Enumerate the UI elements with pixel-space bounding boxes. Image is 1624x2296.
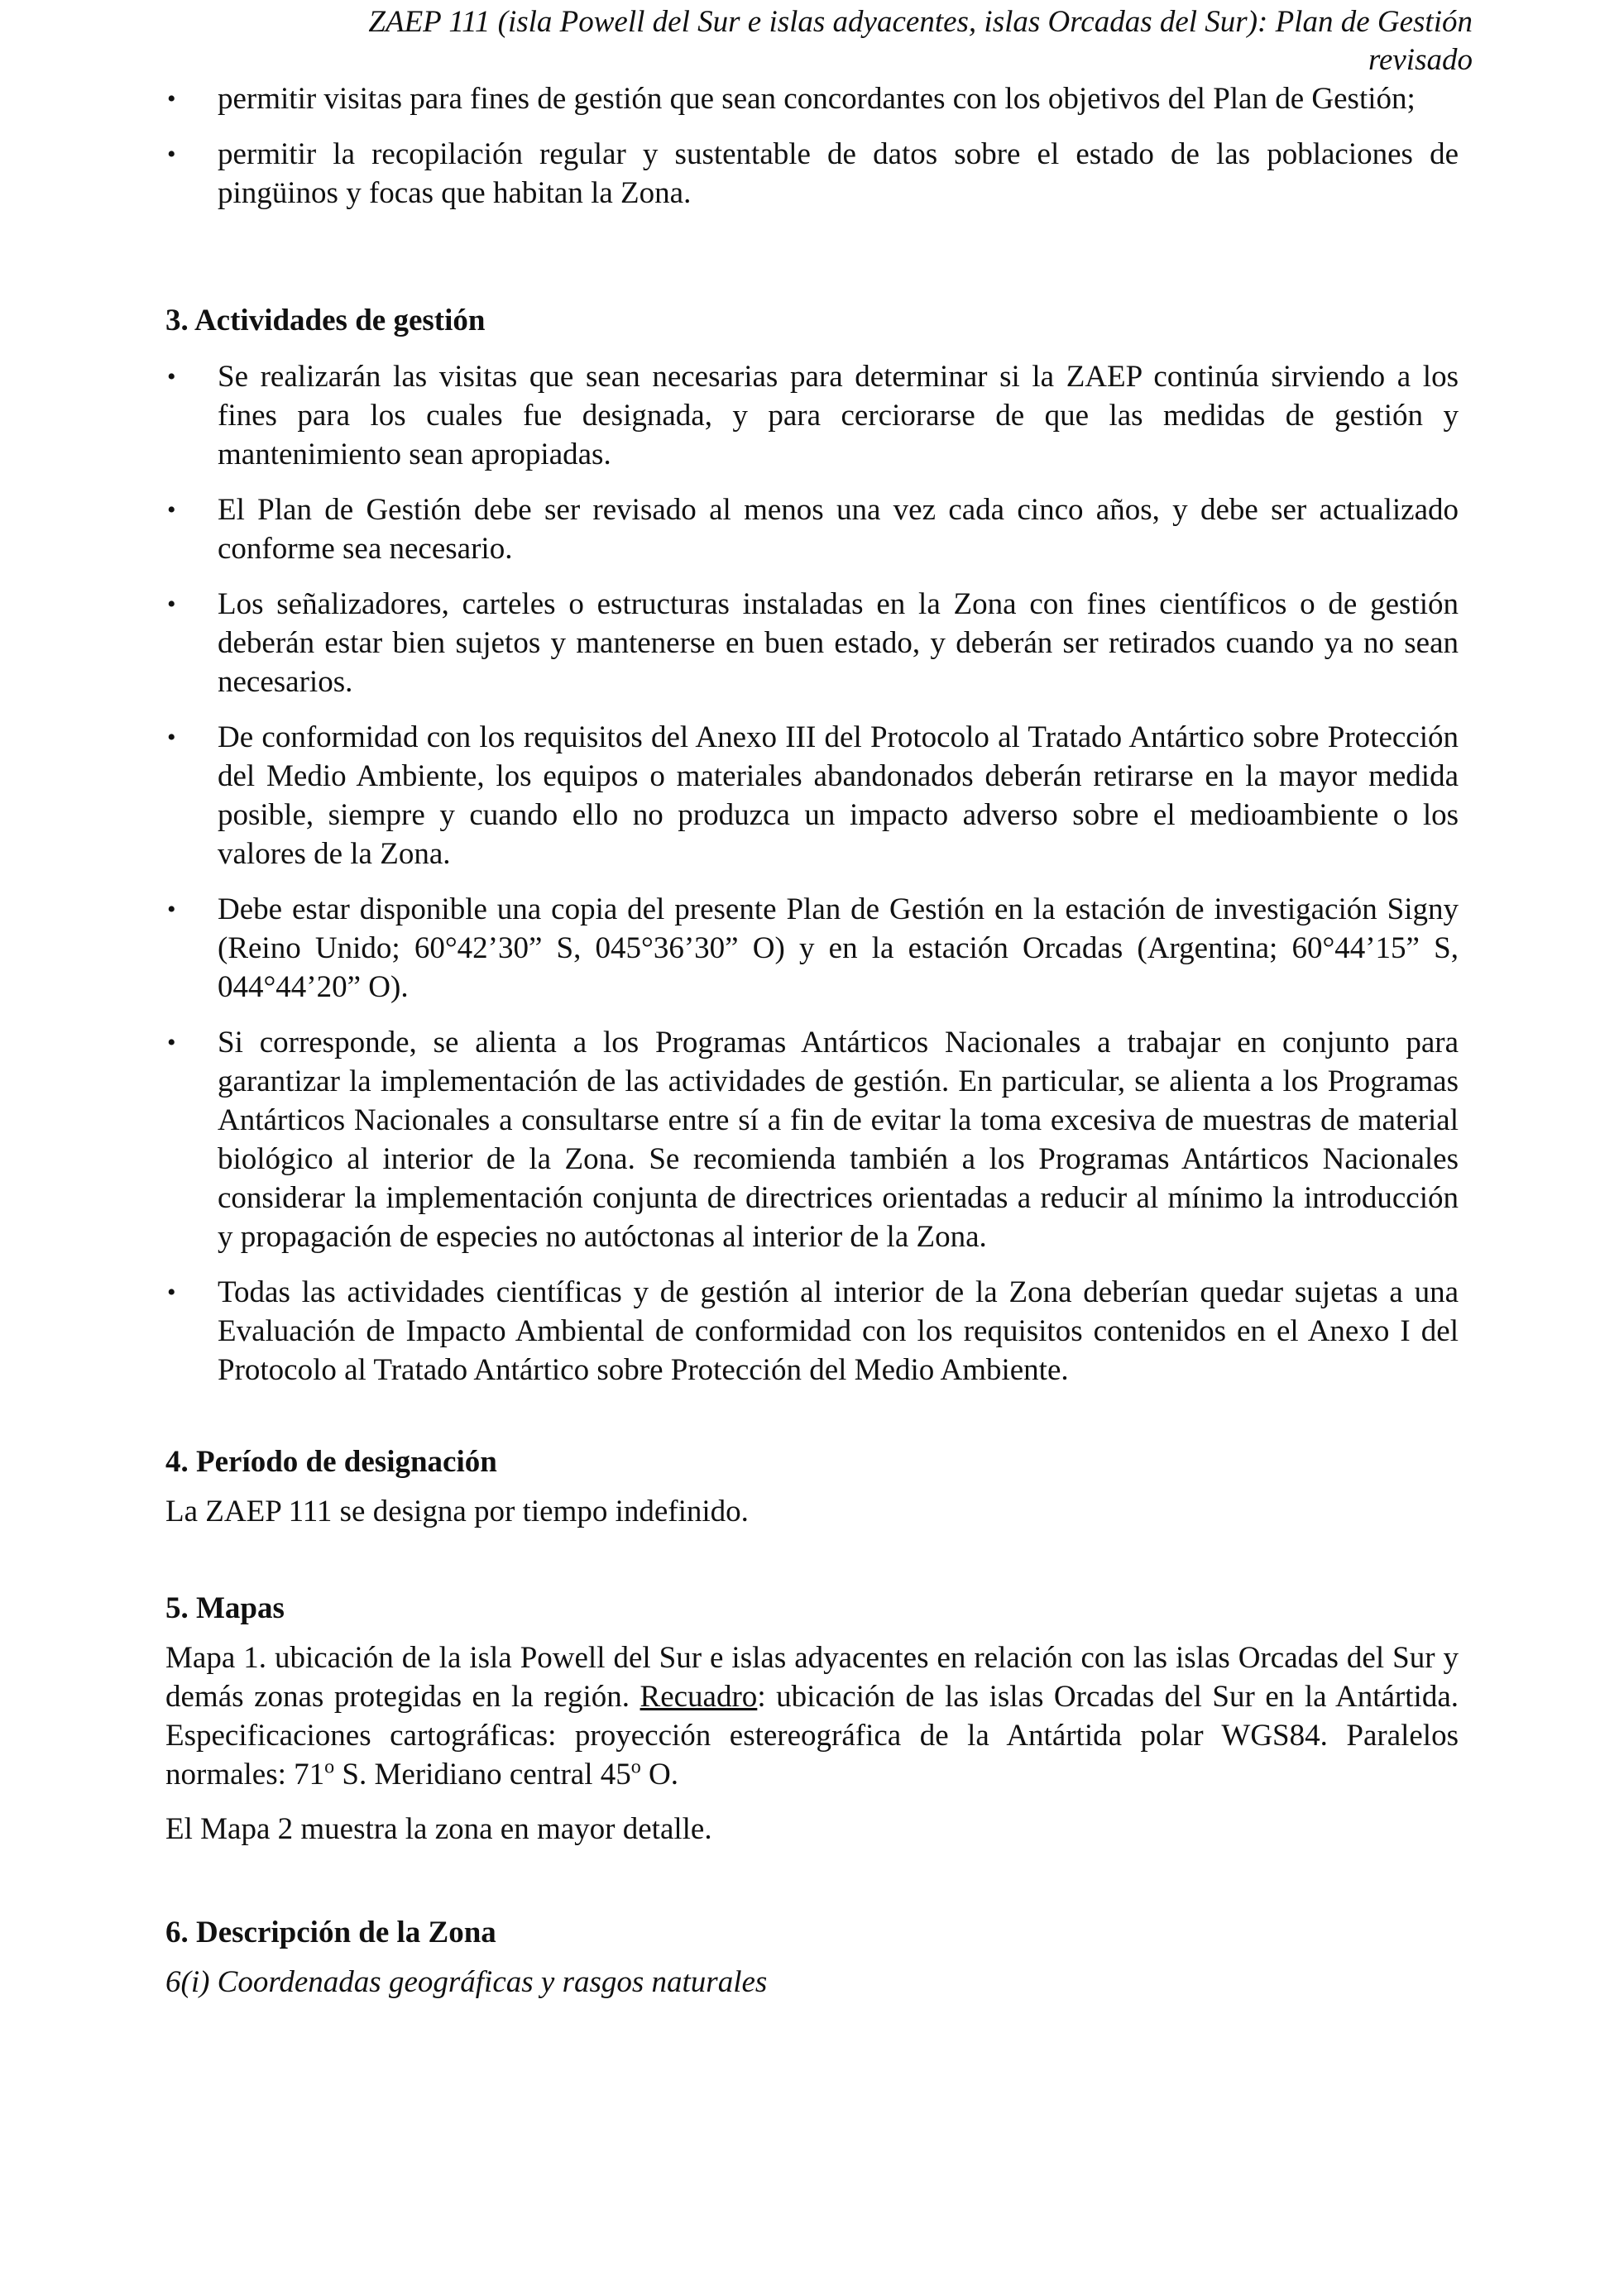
list-item: • Debe estar disponible una copia del presente Plan de Gestión en la estación de investigación Signy (Reino Unido; 60°42’30” S, 045°36’30” O) y en la estación Orcadas (Argentina; 60°44’15” S, 044°44’20” O).: [165, 890, 1459, 1007]
list-item: • Los señalizadores, carteles o estructuras instaladas en la Zona con fines científicos o de gestión deberán estar bien sujetos y mantenerse en buen estado, y deberán ser retirados cuando ya no sean necesarios.: [165, 585, 1459, 701]
section-4-heading: 4. Período de designación: [165, 1445, 497, 1479]
list-item: • De conformidad con los requisitos del Anexo III del Protocolo al Tratado Antártico sobre Protección del Medio Ambiente, los equipos o materiales abandonados deberán retirarse en la mayor medida posible, siempre y cuando ello no produzca un impacto adverso sobre el medioambiente o los valores de la Zona.: [165, 718, 1459, 873]
bullet-icon: •: [167, 363, 176, 390]
section-5-heading: 5. Mapas: [165, 1591, 285, 1625]
map-1-description: Mapa 1. ubicación de la isla Powell del Sur e islas adyacentes en relación con las islas Orcadas del Sur y demás zonas protegidas en la región. Recuadro: ubicación de las islas Orcadas del Sur en la Antártida. Especificaciones cartográficas: proyección estereográfica de la Antártida polar WGS84. Paralelos normales: 71$^o$ S. Meridiano central 45$^o$ O.: [165, 1641, 1459, 1791]
list-item: • Todas las actividades científicas y de gestión al interior de la Zona deberían quedar sujetas a una Evaluación de Impacto Ambiental de conformidad con los requisitos contenidos en el Anexo I del Protocolo al Tratado Antártico sobre Protección del Medio Ambiente.: [165, 1273, 1459, 1390]
list-item: • Si corresponde, se alienta a los Programas Antárticos Nacionales a trabajar en conjunto para garantizar la implementación de las actividades de gestión. En particular, se alienta a los Programas Antárticos Nacionales a consultarse entre sí a fin de evitar la toma excesiva de muestras de material biológico al interior de la Zona. Se recomienda también a los Programas Antárticos Nacionales considerar la implementación conjunta de directrices orientadas a reducir al mínimo la introducción y propagación de especies no autóctonas al interior de la Zona.: [165, 1023, 1459, 1256]
bullet-icon: •: [167, 141, 176, 168]
list-item: • El Plan de Gestión debe ser revisado al menos una vez cada cinco años, y debe ser actualizado conforme sea necesario.: [165, 490, 1459, 568]
bullet-icon: •: [167, 496, 176, 524]
list-item: • permitir la recopilación regular y sustentable de datos sobre el estado de las poblaciones de pingüinos y focas que habitan la Zona.: [165, 135, 1459, 213]
bullet-icon: •: [167, 724, 176, 751]
section-3-heading: 3. Actividades de gestión: [165, 304, 486, 337]
header-line-2: revisado: [1368, 43, 1473, 77]
bullet-icon: •: [167, 85, 176, 112]
map-2-description: El Mapa 2 muestra la zona en mayor detalle.: [165, 1812, 712, 1846]
bullet-icon: •: [167, 1279, 176, 1306]
objectives-list: [165, 79, 1459, 213]
section-6-heading: 6. Descripción de la Zona: [165, 1916, 496, 1949]
list-item: • permitir visitas para fines de gestión que sean concordantes con los objetivos del Plan de Gestión;: [165, 79, 1459, 118]
bullet-icon: •: [167, 1029, 176, 1056]
list-item: • Se realizarán las visitas que sean necesarias para determinar si la ZAEP continúa sirviendo a los fines para los cuales fue designada, y para cerciorarse de que las medidas de gestión y mantenimiento sean apropiadas.: [165, 357, 1459, 474]
section-3-list: [165, 357, 1459, 1390]
bullet-icon: •: [167, 591, 176, 618]
inset-label: Recuadro: [640, 1680, 758, 1714]
section-6-subtitle: 6(i) Coordenadas geográficas y rasgos naturales: [165, 1965, 768, 1999]
header-line-1: ZAEP 111 (isla Powell del Sur e islas adyacentes, islas Orcadas del Sur): Plan de Gestión: [368, 5, 1473, 39]
section-4-text: La ZAEP 111 se designa por tiempo indefinido.: [165, 1495, 749, 1528]
running-header: [165, 0, 1473, 79]
bullet-icon: •: [167, 896, 176, 923]
